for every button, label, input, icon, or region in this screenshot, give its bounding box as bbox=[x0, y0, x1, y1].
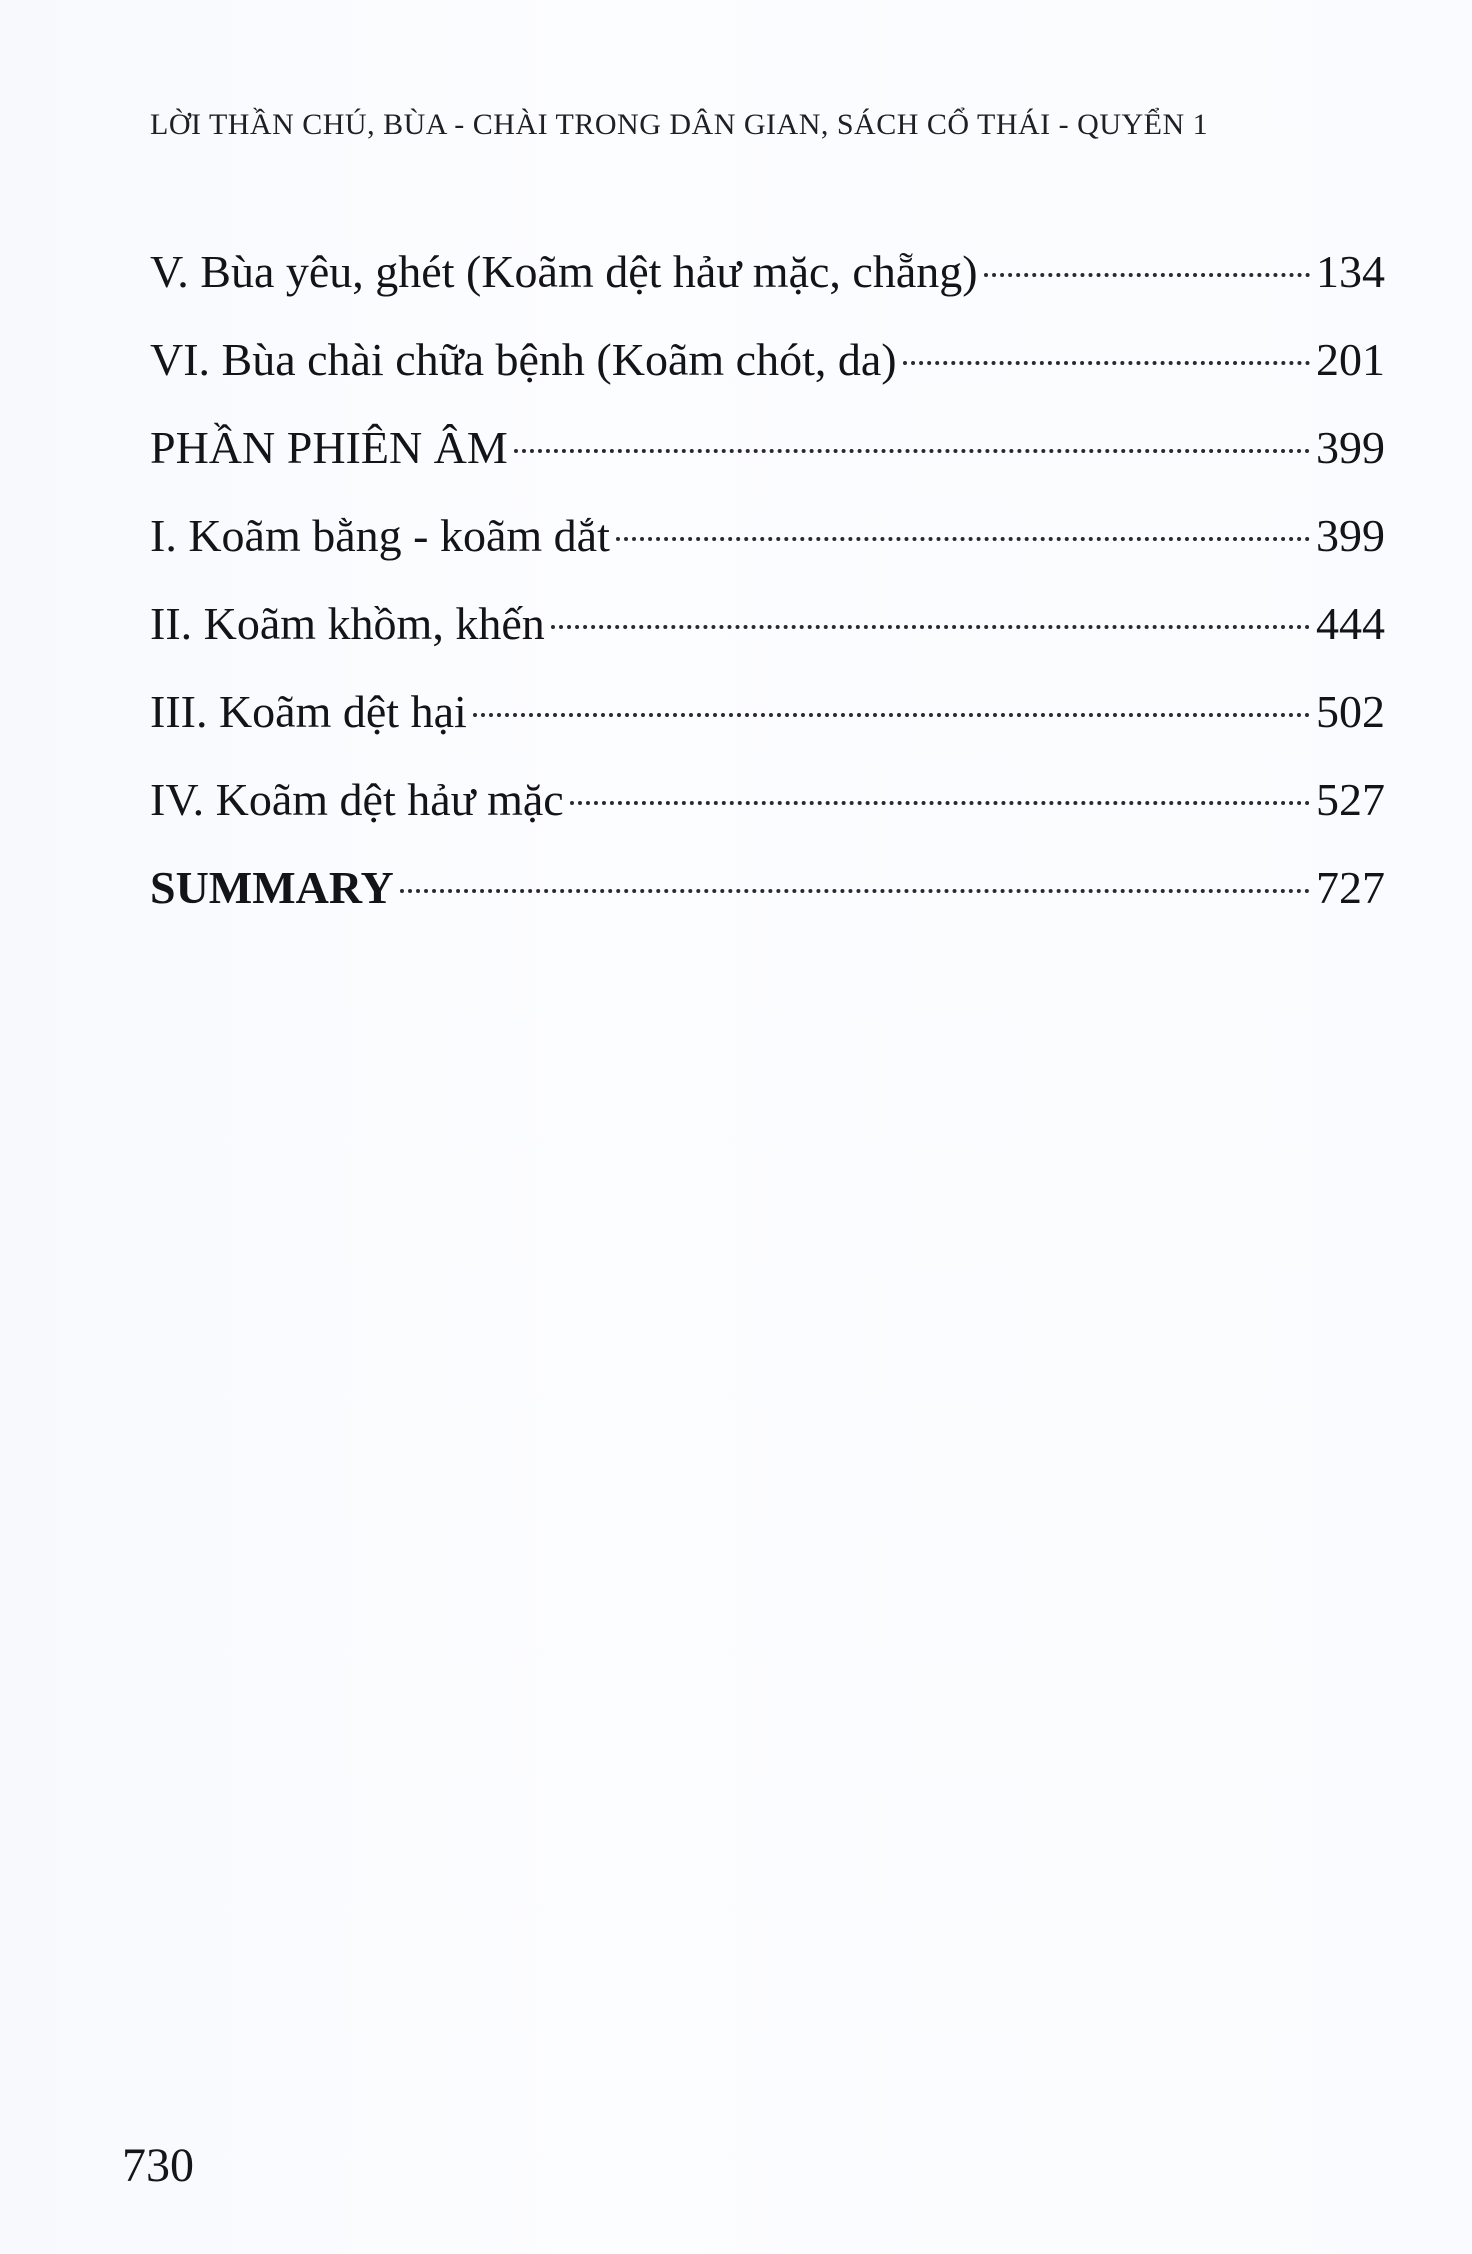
toc-entry-label: III. Koãm dệt hại bbox=[150, 686, 467, 737]
toc-entry bbox=[150, 316, 1385, 404]
table-of-contents bbox=[150, 228, 1385, 932]
toc-entry-label: SUMMARY bbox=[150, 862, 394, 913]
toc-entry-page: 134 bbox=[1316, 246, 1385, 297]
dot-leader bbox=[616, 537, 1310, 541]
toc-entry bbox=[150, 228, 1385, 316]
toc-entry-label: PHẦN PHIÊN ÂM bbox=[150, 422, 508, 473]
toc-entry bbox=[150, 668, 1385, 756]
toc-entry-label: VI. Bùa chài chữa bệnh (Koãm chót, da) bbox=[150, 334, 897, 385]
dot-leader bbox=[984, 273, 1310, 277]
toc-entry bbox=[150, 404, 1385, 492]
toc-entry-page: 502 bbox=[1316, 686, 1385, 737]
toc-entry-page: 201 bbox=[1316, 334, 1385, 385]
dot-leader bbox=[473, 713, 1310, 717]
toc-entry-page: 399 bbox=[1316, 510, 1385, 561]
toc-entry bbox=[150, 580, 1385, 668]
dot-leader bbox=[400, 889, 1310, 893]
running-head: LỜI THẦN CHÚ, BÙA - CHÀI TRONG DÂN GIAN, SÁCH CỔ THÁI - QUYỂN 1 bbox=[150, 108, 1209, 141]
toc-entry-page: 527 bbox=[1316, 774, 1385, 825]
toc-entry-label: II. Koãm khồm, khến bbox=[150, 598, 545, 649]
toc-entry-label: I. Koãm bằng - koãm dắt bbox=[150, 510, 610, 561]
toc-entry-page: 399 bbox=[1316, 422, 1385, 473]
toc-entry-label: V. Bùa yêu, ghét (Koãm dệt hảư mặc, chẵng) bbox=[150, 246, 978, 297]
dot-leader bbox=[514, 449, 1310, 453]
dot-leader bbox=[903, 361, 1310, 365]
page-number: 730 bbox=[122, 2139, 194, 2192]
toc-entry bbox=[150, 756, 1385, 844]
dot-leader bbox=[570, 801, 1310, 805]
toc-entry-label: IV. Koãm dệt hảư mặc bbox=[150, 774, 564, 825]
toc-entry bbox=[150, 492, 1385, 580]
toc-entry-page: 444 bbox=[1316, 598, 1385, 649]
dot-leader bbox=[551, 625, 1310, 629]
toc-entry bbox=[150, 844, 1385, 932]
toc-entry-page: 727 bbox=[1316, 862, 1385, 913]
